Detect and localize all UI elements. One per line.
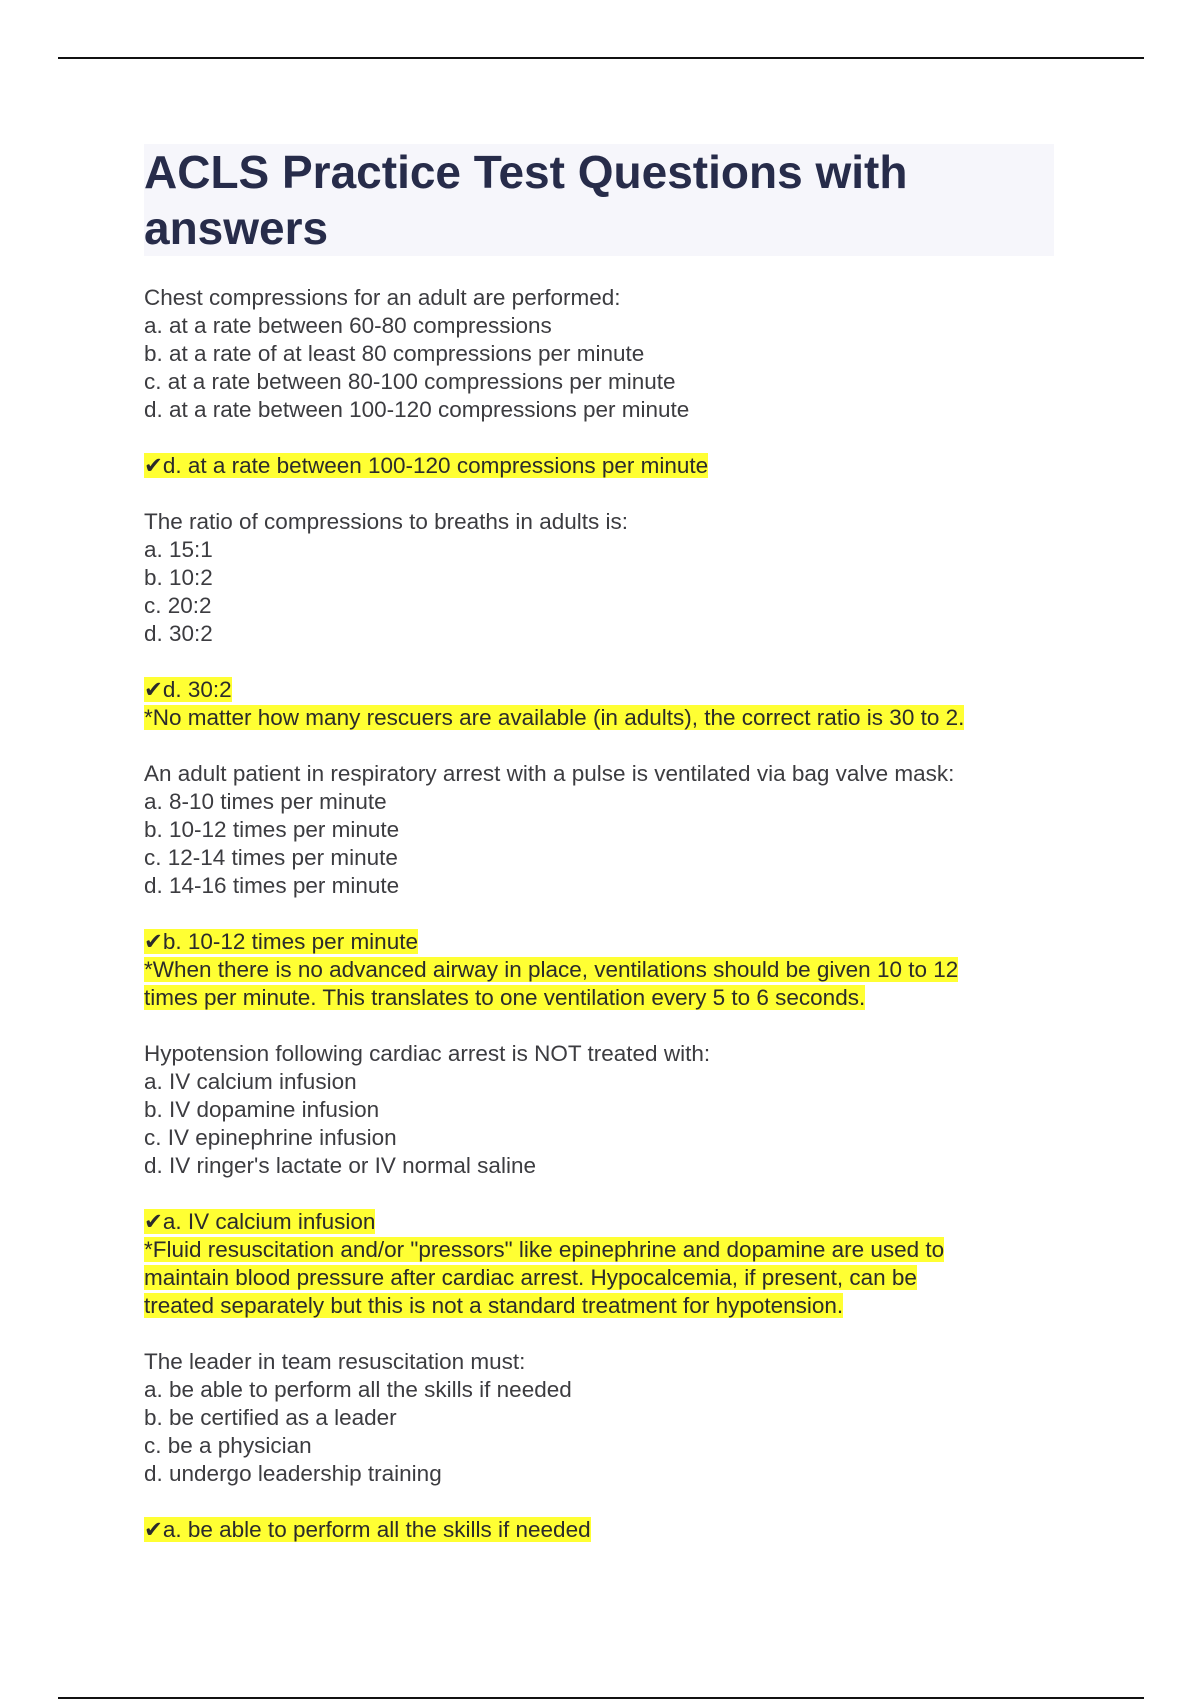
- explanation-text: maintain blood pressure after cardiac arrest. Hypocalcemia, if present, can be: [144, 1265, 917, 1290]
- answer-block: [144, 928, 1054, 1012]
- correct-answer: ✔a. be able to perform all the skills if needed: [144, 1517, 591, 1542]
- answer-option: b. IV dopamine infusion: [144, 1097, 380, 1122]
- document-title-line-1: ACLS Practice Test Questions with: [144, 146, 908, 198]
- answer-option: b. 10:2: [144, 565, 213, 590]
- question-block: [144, 1348, 1054, 1488]
- answer-option: a. be able to perform all the skills if needed: [144, 1377, 572, 1402]
- explanation-line: [144, 1236, 1054, 1264]
- answer-option: a. at a rate between 60-80 compressions: [144, 313, 552, 338]
- correct-answer-line: [144, 1516, 1054, 1544]
- correct-answer-line: [144, 676, 1054, 704]
- answer-option: a. IV calcium infusion: [144, 1069, 357, 1094]
- answer-block: [144, 452, 1054, 480]
- question-block: [144, 1040, 1054, 1180]
- answer-option: c. at a rate between 80-100 compressions per minute: [144, 369, 676, 394]
- document-title-line-2: answers: [144, 202, 329, 254]
- explanation-text: *When there is no advanced airway in place, ventilations should be given 10 to 12: [144, 957, 959, 982]
- question-text: The ratio of compressions to breaths in adults is:: [144, 509, 628, 534]
- explanation-text: *Fluid resuscitation and/or "pressors" like epinephrine and dopamine are used to: [144, 1237, 945, 1262]
- answer-option: d. IV ringer's lactate or IV normal saline: [144, 1153, 536, 1178]
- document-title: [144, 144, 1054, 256]
- correct-answer: ✔d. 30:2: [144, 677, 232, 702]
- answer-option: a. 8-10 times per minute: [144, 789, 387, 814]
- correct-answer: ✔b. 10-12 times per minute: [144, 929, 418, 954]
- header-rule: [58, 57, 1144, 59]
- correct-answer: ✔a. IV calcium infusion: [144, 1209, 376, 1234]
- explanation-line: [144, 1292, 1054, 1320]
- explanation-line: [144, 956, 1054, 984]
- answer-option: d. undergo leadership training: [144, 1461, 442, 1486]
- question-text: An adult patient in respiratory arrest with a pulse is ventilated via bag valve mask:: [144, 761, 955, 786]
- explanation-line: [144, 1264, 1054, 1292]
- answer-block: [144, 676, 1054, 732]
- answer-block: [144, 1208, 1054, 1320]
- correct-answer-line: [144, 452, 1054, 480]
- answer-option: c. IV epinephrine infusion: [144, 1125, 397, 1150]
- answer-option: c. be a physician: [144, 1433, 312, 1458]
- question-block: [144, 508, 1054, 648]
- question-block: [144, 284, 1054, 424]
- correct-answer-line: [144, 928, 1054, 956]
- answer-option: b. 10-12 times per minute: [144, 817, 400, 842]
- answer-option: d. 30:2: [144, 621, 213, 646]
- explanation-text: times per minute. This translates to one ventilation every 5 to 6 seconds.: [144, 985, 866, 1010]
- answer-option: b. at a rate of at least 80 compressions per minute: [144, 341, 645, 366]
- correct-answer-line: [144, 1208, 1054, 1236]
- explanation-line: [144, 704, 1054, 732]
- answer-option: c. 12-14 times per minute: [144, 845, 398, 870]
- answer-option: d. 14-16 times per minute: [144, 873, 400, 898]
- explanation-text: *No matter how many rescuers are available (in adults), the correct ratio is 30 to 2.: [144, 705, 965, 730]
- question-text: Chest compressions for an adult are performed:: [144, 285, 621, 310]
- answer-option: a. 15:1: [144, 537, 213, 562]
- footer-rule: [58, 1697, 1144, 1699]
- answer-option: b. be certified as a leader: [144, 1405, 397, 1430]
- qa-list: [144, 284, 1054, 1572]
- question-text: The leader in team resuscitation must:: [144, 1349, 526, 1374]
- answer-option: c. 20:2: [144, 593, 212, 618]
- answer-block: [144, 1516, 1054, 1544]
- explanation-line: [144, 984, 1054, 1012]
- title-box: [144, 144, 1054, 256]
- question-text: Hypotension following cardiac arrest is NOT treated with:: [144, 1041, 711, 1066]
- answer-option: d. at a rate between 100-120 compressions per minute: [144, 397, 690, 422]
- correct-answer: ✔d. at a rate between 100-120 compressions per minute: [144, 453, 709, 478]
- question-block: [144, 760, 1054, 900]
- explanation-text: treated separately but this is not a standard treatment for hypotension.: [144, 1293, 844, 1318]
